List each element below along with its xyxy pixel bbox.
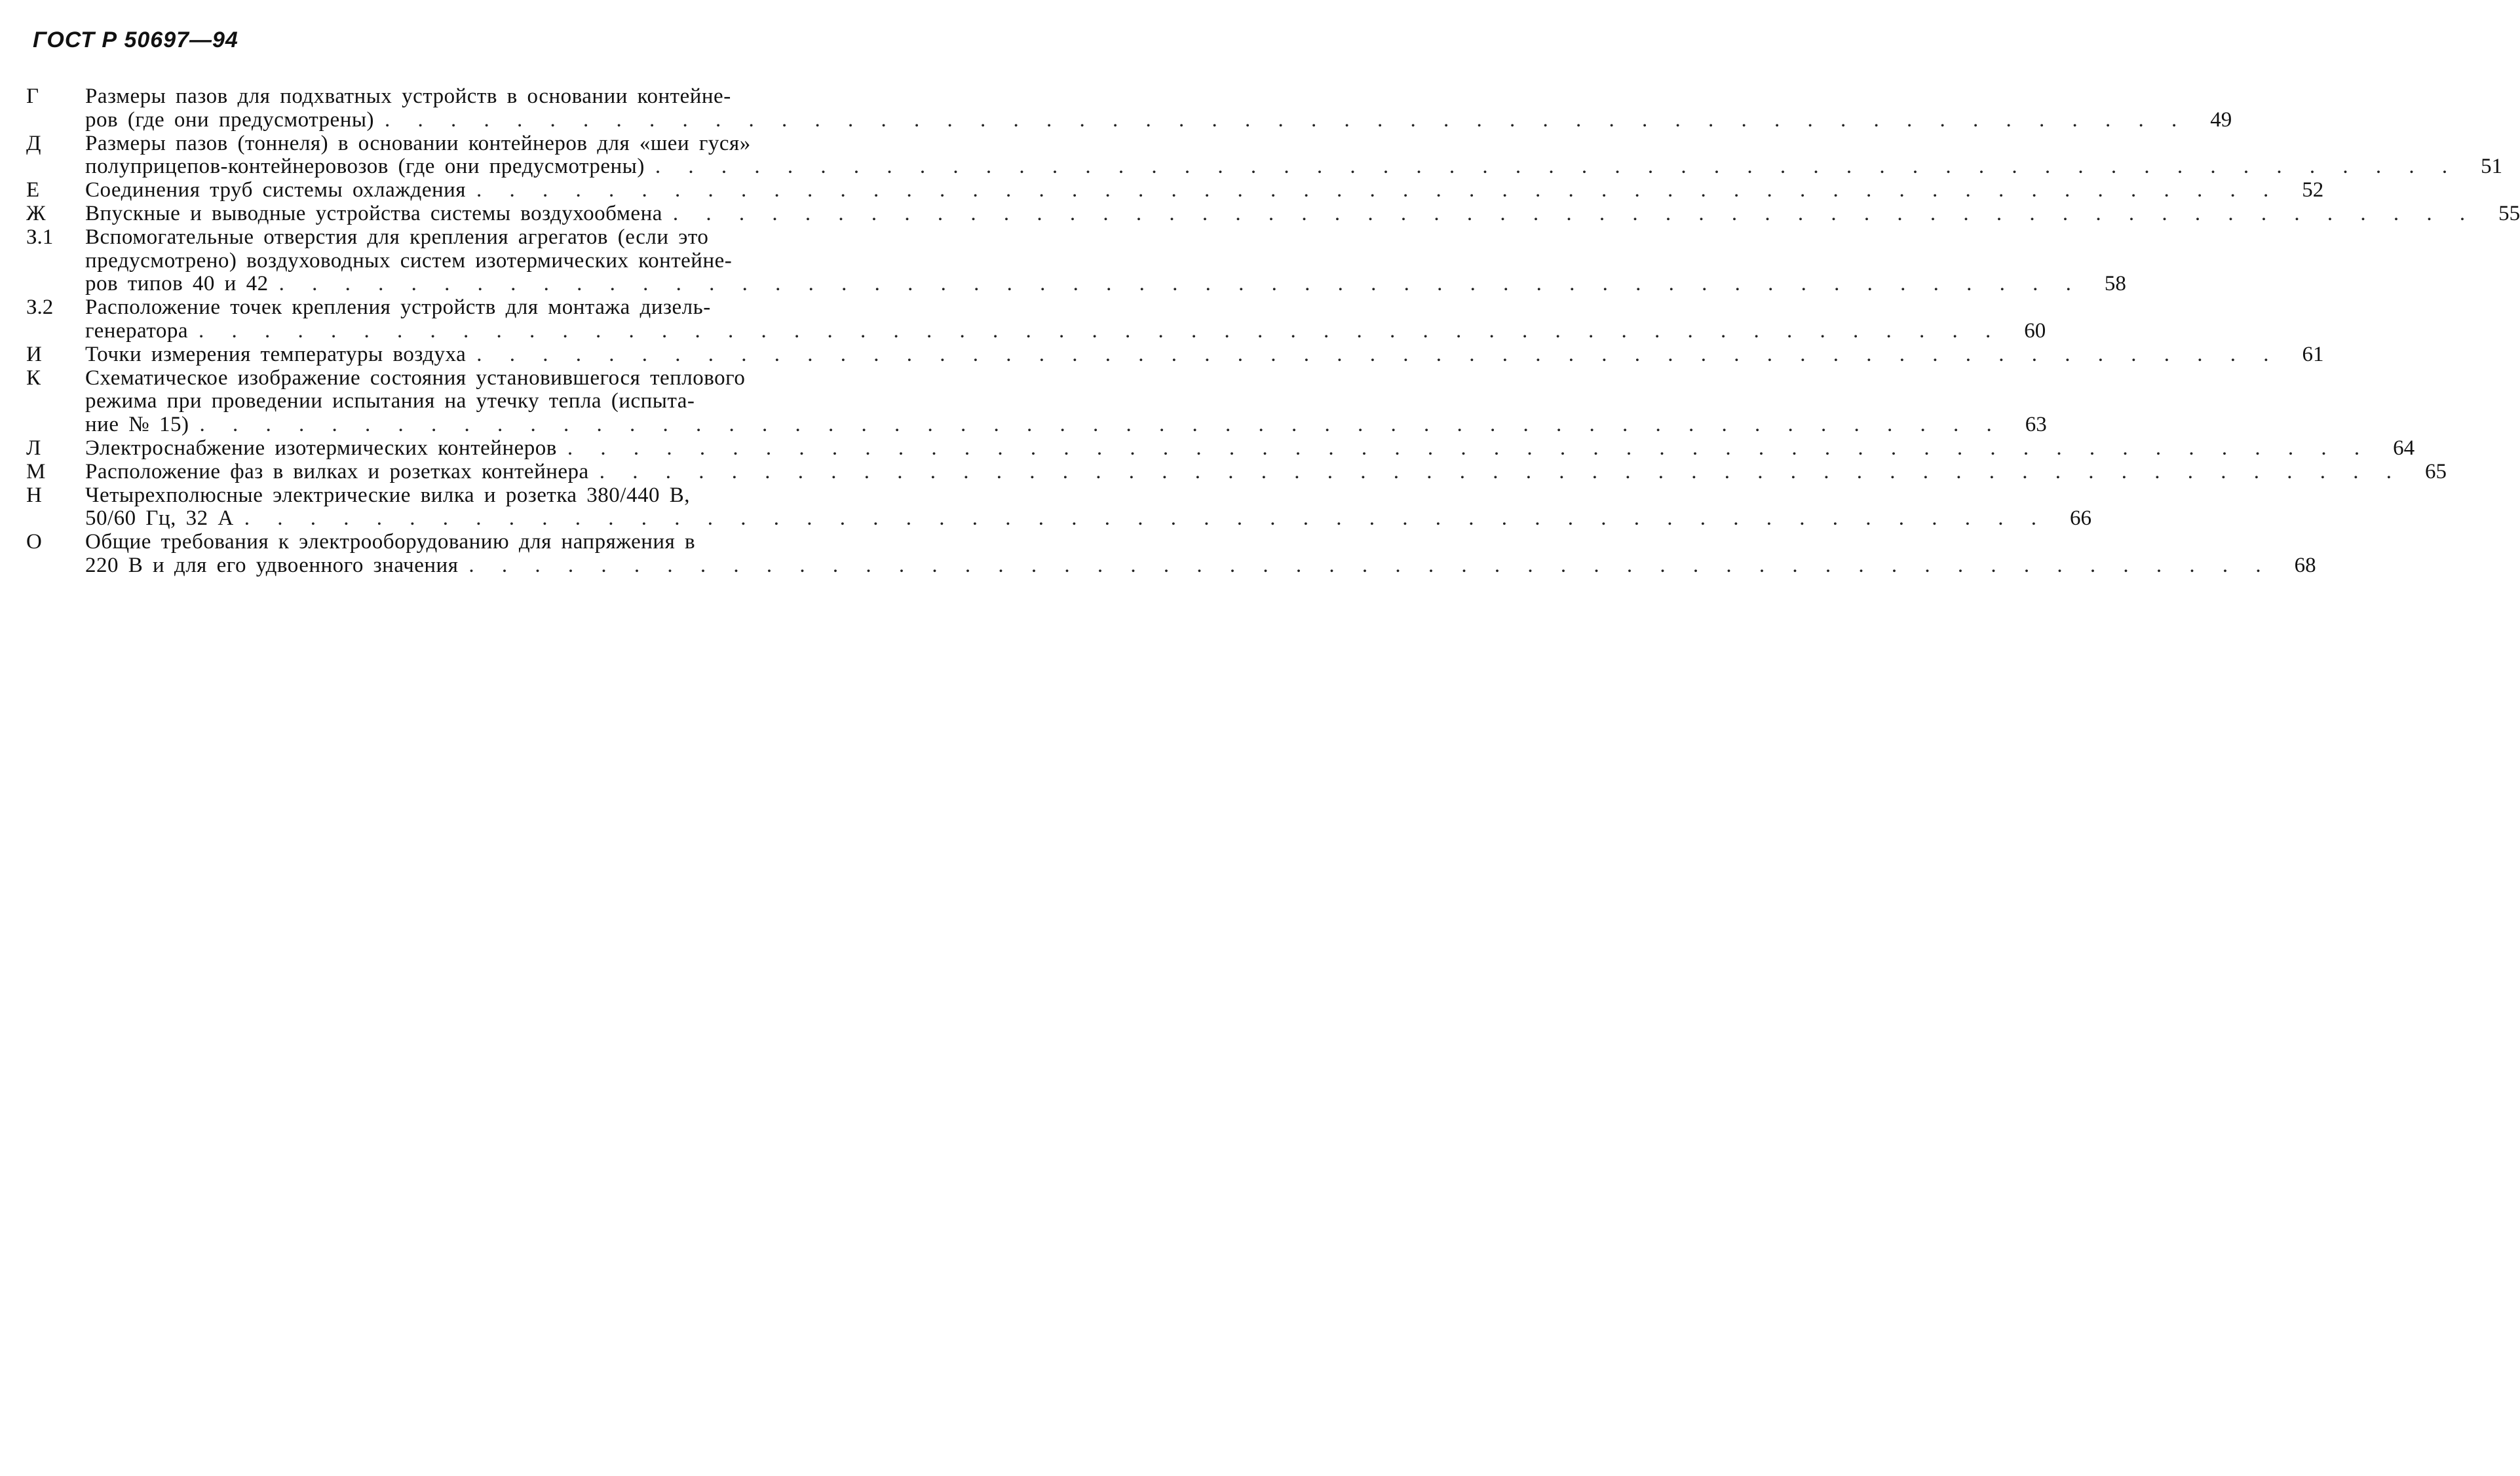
appendix-letter: Г — [26, 85, 39, 108]
toc-entry[interactable] — [26, 178, 2324, 202]
dot-leader: . . . . . . . . . . . . . . . . . . . . . . . . . . . . . . . . . . . . . . . . . . . . . . . . . . . . . . . — [385, 107, 2186, 132]
dot-leader: . . . . . . . . . . . . . . . . . . . . . . . . . . . . . . . . . . . . . . . . . . . . . . . . . . . . . . . — [244, 506, 2046, 531]
entry-title-line: Общие требования к электрооборудованию для напряжения в — [85, 530, 696, 554]
page-number: 58 — [2104, 272, 2126, 296]
entry-title — [85, 179, 2278, 202]
entry-title-line: Расположение фаз в вилках и розетках контейнера — [85, 459, 589, 483]
page-number: 60 — [2024, 318, 2046, 343]
entry-title — [85, 85, 2186, 132]
appendix-letter: М — [26, 459, 46, 483]
entry-title-line: Размеры пазов для подхватных устройств в основании контейне- — [85, 85, 731, 108]
page-number: 49 — [2210, 107, 2232, 132]
entry-title-line: режима при проведении испытания на утечку тепла (испыта- — [85, 389, 695, 413]
toc-entry[interactable] — [26, 530, 2316, 578]
dot-leader: . . . . . . . . . . . . . . . . . . . . . . . . . . . . . . . . . . . . . . . . . . . . . . . . . . . . . . . — [655, 155, 2457, 179]
entry-title — [85, 437, 2369, 461]
entry-title-line: Вспомогательные отверстия для крепления агрегатов (если это — [85, 225, 709, 249]
entry-title-line: Точки измерения температуры воздуха — [85, 342, 467, 366]
entry-title — [85, 461, 2401, 484]
appendix-letter: Д — [26, 131, 41, 155]
entry-title-line: Электроснабжение изотермических контейнеров — [85, 436, 557, 460]
toc-entry[interactable] — [26, 436, 2415, 461]
page-number: 63 — [2025, 413, 2047, 437]
appendix-letter: Ж — [26, 201, 46, 225]
entry-title-line: генератора — [85, 318, 188, 343]
entry-title — [85, 296, 2000, 343]
entry-title — [85, 484, 2046, 531]
toc-entry[interactable] — [26, 483, 2091, 531]
toc-entry[interactable] — [26, 295, 2046, 343]
page-number: 65 — [2424, 459, 2447, 483]
page-number: 51 — [2481, 155, 2503, 179]
dot-leader: . . . . . . . . . . . . . . . . . . . . . . . . . . . . . . . . . . . . . . . . . . . . . . . . . . . . . . . — [468, 553, 2270, 577]
appendix-letter: З.2 — [26, 295, 54, 320]
dot-leader: . . . . . . . . . . . . . . . . . . . . . . . . . . . . . . . . . . . . . . . . . . . . . . . . . . . . . . . — [672, 201, 2475, 225]
entry-title — [85, 343, 2278, 367]
dot-leader: . . . . . . . . . . . . . . . . . . . . . . . . . . . . . . . . . . . . . . . . . . . . . . . . . . . . . . . — [476, 342, 2278, 366]
dot-leader: . . . . . . . . . . . . . . . . . . . . . . . . . . . . . . . . . . . . . . . . . . . . . . . . . . . . . . . — [599, 459, 2401, 483]
dot-leader: . . . . . . . . . . . . . . . . . . . . . . . . . . . . . . . . . . . . . . . . . . . . . . . . . . . . . . . — [278, 272, 2080, 296]
dot-leader: . . . . . . . . . . . . . . . . . . . . . . . . . . . . . . . . . . . . . . . . . . . . . . . . . . . . . . . — [199, 413, 2001, 437]
appendix-letter: Е — [26, 178, 40, 202]
table-of-contents — [26, 85, 2520, 578]
page-number: 66 — [2070, 506, 2091, 531]
entry-title — [85, 226, 2080, 296]
toc-entry[interactable] — [26, 201, 2520, 226]
page-number: 68 — [2294, 553, 2316, 577]
page-number: 64 — [2393, 436, 2415, 460]
entry-title — [85, 367, 2001, 437]
dot-leader: . . . . . . . . . . . . . . . . . . . . . . . . . . . . . . . . . . . . . . . . . . . . . . . . . . . . . . . — [476, 178, 2278, 202]
appendix-letter: И — [26, 342, 42, 366]
document-header: ГОСТ Р 50697—94 — [33, 28, 239, 52]
entry-title — [85, 531, 2270, 578]
dot-leader: . . . . . . . . . . . . . . . . . . . . . . . . . . . . . . . . . . . . . . . . . . . . . . . . . . . . . . . — [198, 318, 2000, 343]
entry-title-line: 50/60 Гц, 32 А — [85, 506, 234, 531]
appendix-letter: Н — [26, 483, 42, 507]
entry-title — [85, 202, 2474, 226]
appendix-letter: Л — [26, 436, 41, 460]
toc-entry[interactable] — [26, 85, 2232, 132]
entry-title-line: Соединения труб системы охлаждения — [85, 178, 466, 202]
entry-title-line: Расположение точек крепления устройств для монтажа дизель- — [85, 295, 711, 320]
entry-title-line: предусмотрено) воздуховодных систем изотермических контейне- — [85, 248, 733, 273]
entry-title-line: ров (где они предусмотрены) — [85, 107, 375, 132]
entry-title-line: Впускные и выводные устройства системы воздухообмена — [85, 201, 662, 225]
entry-title-line: ров типов 40 и 42 — [85, 272, 269, 296]
appendix-letter: К — [26, 366, 41, 390]
dot-leader: . . . . . . . . . . . . . . . . . . . . . . . . . . . . . . . . . . . . . . . . . . . . . . . . . . . . . . . — [567, 436, 2369, 460]
entry-title-line: Размеры пазов (тоннеля) в основании контейнеров для «шеи гуся» — [85, 131, 751, 155]
page-number: 61 — [2302, 342, 2324, 366]
toc-entry[interactable] — [26, 459, 2447, 484]
toc-entry[interactable] — [26, 225, 2126, 296]
toc-entry[interactable] — [26, 131, 2503, 180]
appendix-letter: О — [26, 530, 42, 554]
toc-entry[interactable] — [26, 342, 2324, 367]
entry-title-line: 220 В и для его удвоенного значения — [85, 553, 459, 577]
entry-title-line: Схематическое изображение состояния установившегося теплового — [85, 366, 746, 390]
entry-title — [85, 132, 2456, 180]
entry-title-line: Четырехполюсные электрические вилка и розетка 380/440 В, — [85, 483, 690, 507]
entry-title-line: полуприцепов-контейнеровозов (где они предусмотрены) — [85, 155, 645, 179]
entry-title-line: ние № 15) — [85, 413, 189, 437]
appendix-letter: З.1 — [26, 225, 54, 249]
page-number: 52 — [2302, 178, 2324, 202]
toc-entry[interactable] — [26, 366, 2047, 437]
page-number: 55 — [2498, 201, 2520, 225]
